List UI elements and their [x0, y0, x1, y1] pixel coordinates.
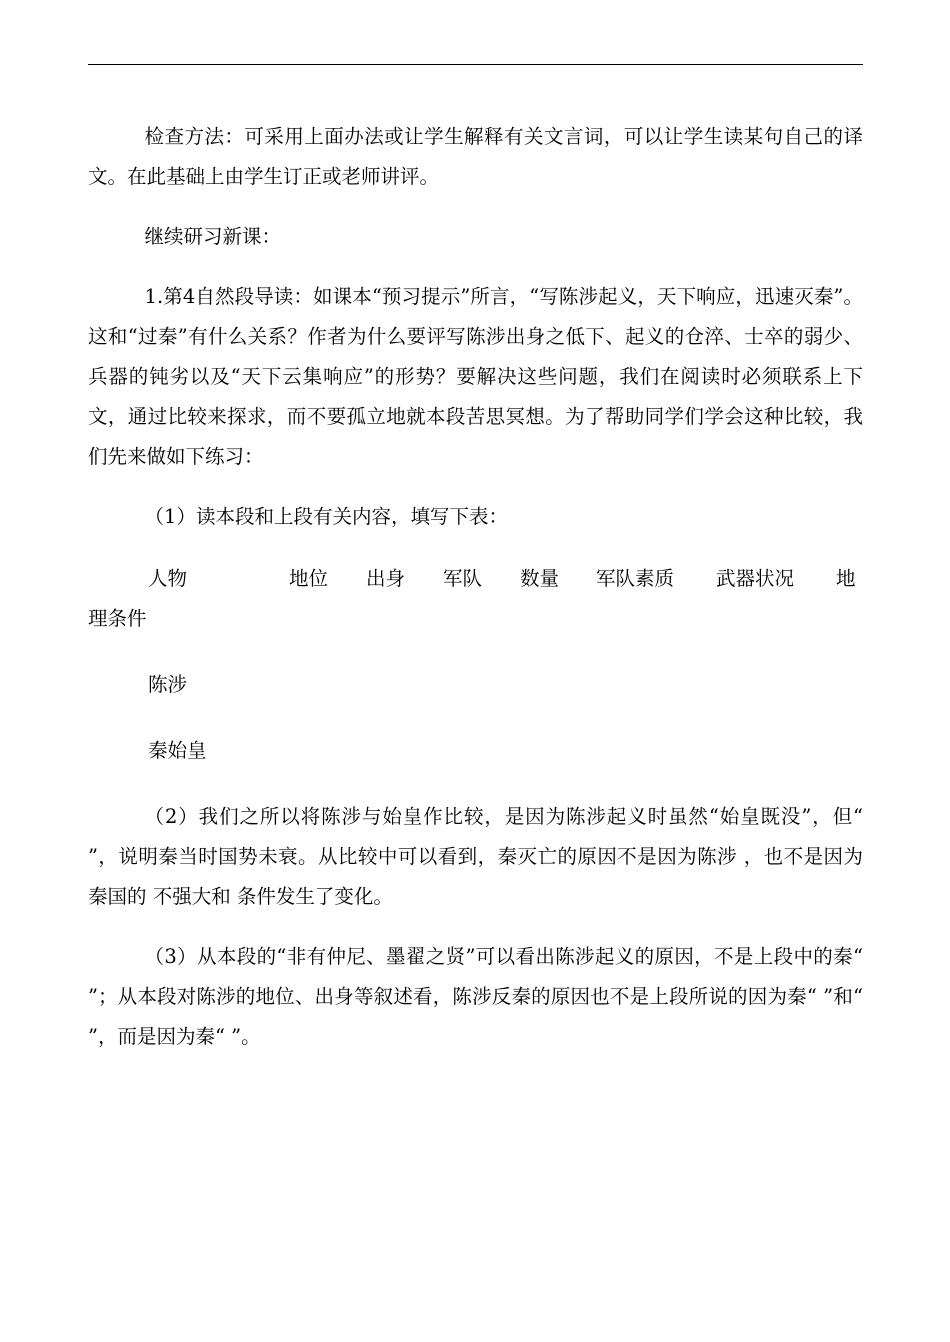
table-row-chen-she: 陈涉: [148, 673, 188, 696]
paragraph-exercise-1: （1）读本段和上段有关内容，填写下表：: [144, 505, 508, 528]
table-header-person: 人物: [148, 567, 188, 590]
table-header-army-quality: 军队素质: [596, 567, 675, 590]
table-header-quantity: 数量: [520, 567, 560, 590]
paragraph-exercise-2: （2）我们之所以将陈涉与始皇作比较，是因为陈涉起义时虽然“始皇既没”，但“ ”，说明秦当时国势未衰。从比较中可以看到，秦灭亡的原因不是因为陈涉 ，也不是因为秦国的 不强大和 条件发生了变化。: [88, 805, 863, 908]
paragraph-check-method: 检查方法：可采用上面办法或让学生解释有关文言词，可以让学生读某句自己的译文。在此基础上由学生订正或老师讲评。: [88, 125, 863, 188]
table-header-weapons: 武器状况: [716, 567, 795, 590]
paragraph-continue-study: 继续研习新课：: [144, 225, 282, 248]
table-header-army: 军队: [443, 567, 483, 590]
paragraph-section-4-guide: 1.第4自然段导读：如课本“预习提示”所言，“写陈涉起义，天下响应，迅速灭秦”。这和“过秦”有什么关系？作者为什么要评写陈涉出身之低下、起义的仓淬、士卒的弱少、兵器的钝劣以及“天下云集响应”的形势？要解决这些问题，我们在阅读时必须联系上下文，通过比较来探求，而不要孤立地就本段苦思冥想。为了帮助同学们学会这种比较，我们先来做如下练习：: [88, 285, 863, 468]
table-header-origin: 出身: [366, 567, 406, 590]
document-body: [88, 117, 863, 1057]
table-header-status: 地位: [289, 567, 329, 590]
table-header-geography-start: 地: [836, 567, 856, 590]
header-rule: [88, 64, 863, 65]
paragraph-exercise-3: （3）从本段的“非有仲尼、墨翟之贤”可以看出陈涉起义的原因，不是上段中的秦“ ”；从本段对陈涉的地位、出身等叙述看，陈涉反秦的原因也不是上段所说的因为秦“ ”和“ ”，而是因为秦“ ”。: [88, 945, 863, 1048]
comparison-table-header: [88, 559, 863, 599]
table-header-geography-end: 理条件: [88, 607, 147, 630]
table-row-qin-shi-huang: 秦始皇: [148, 739, 207, 762]
